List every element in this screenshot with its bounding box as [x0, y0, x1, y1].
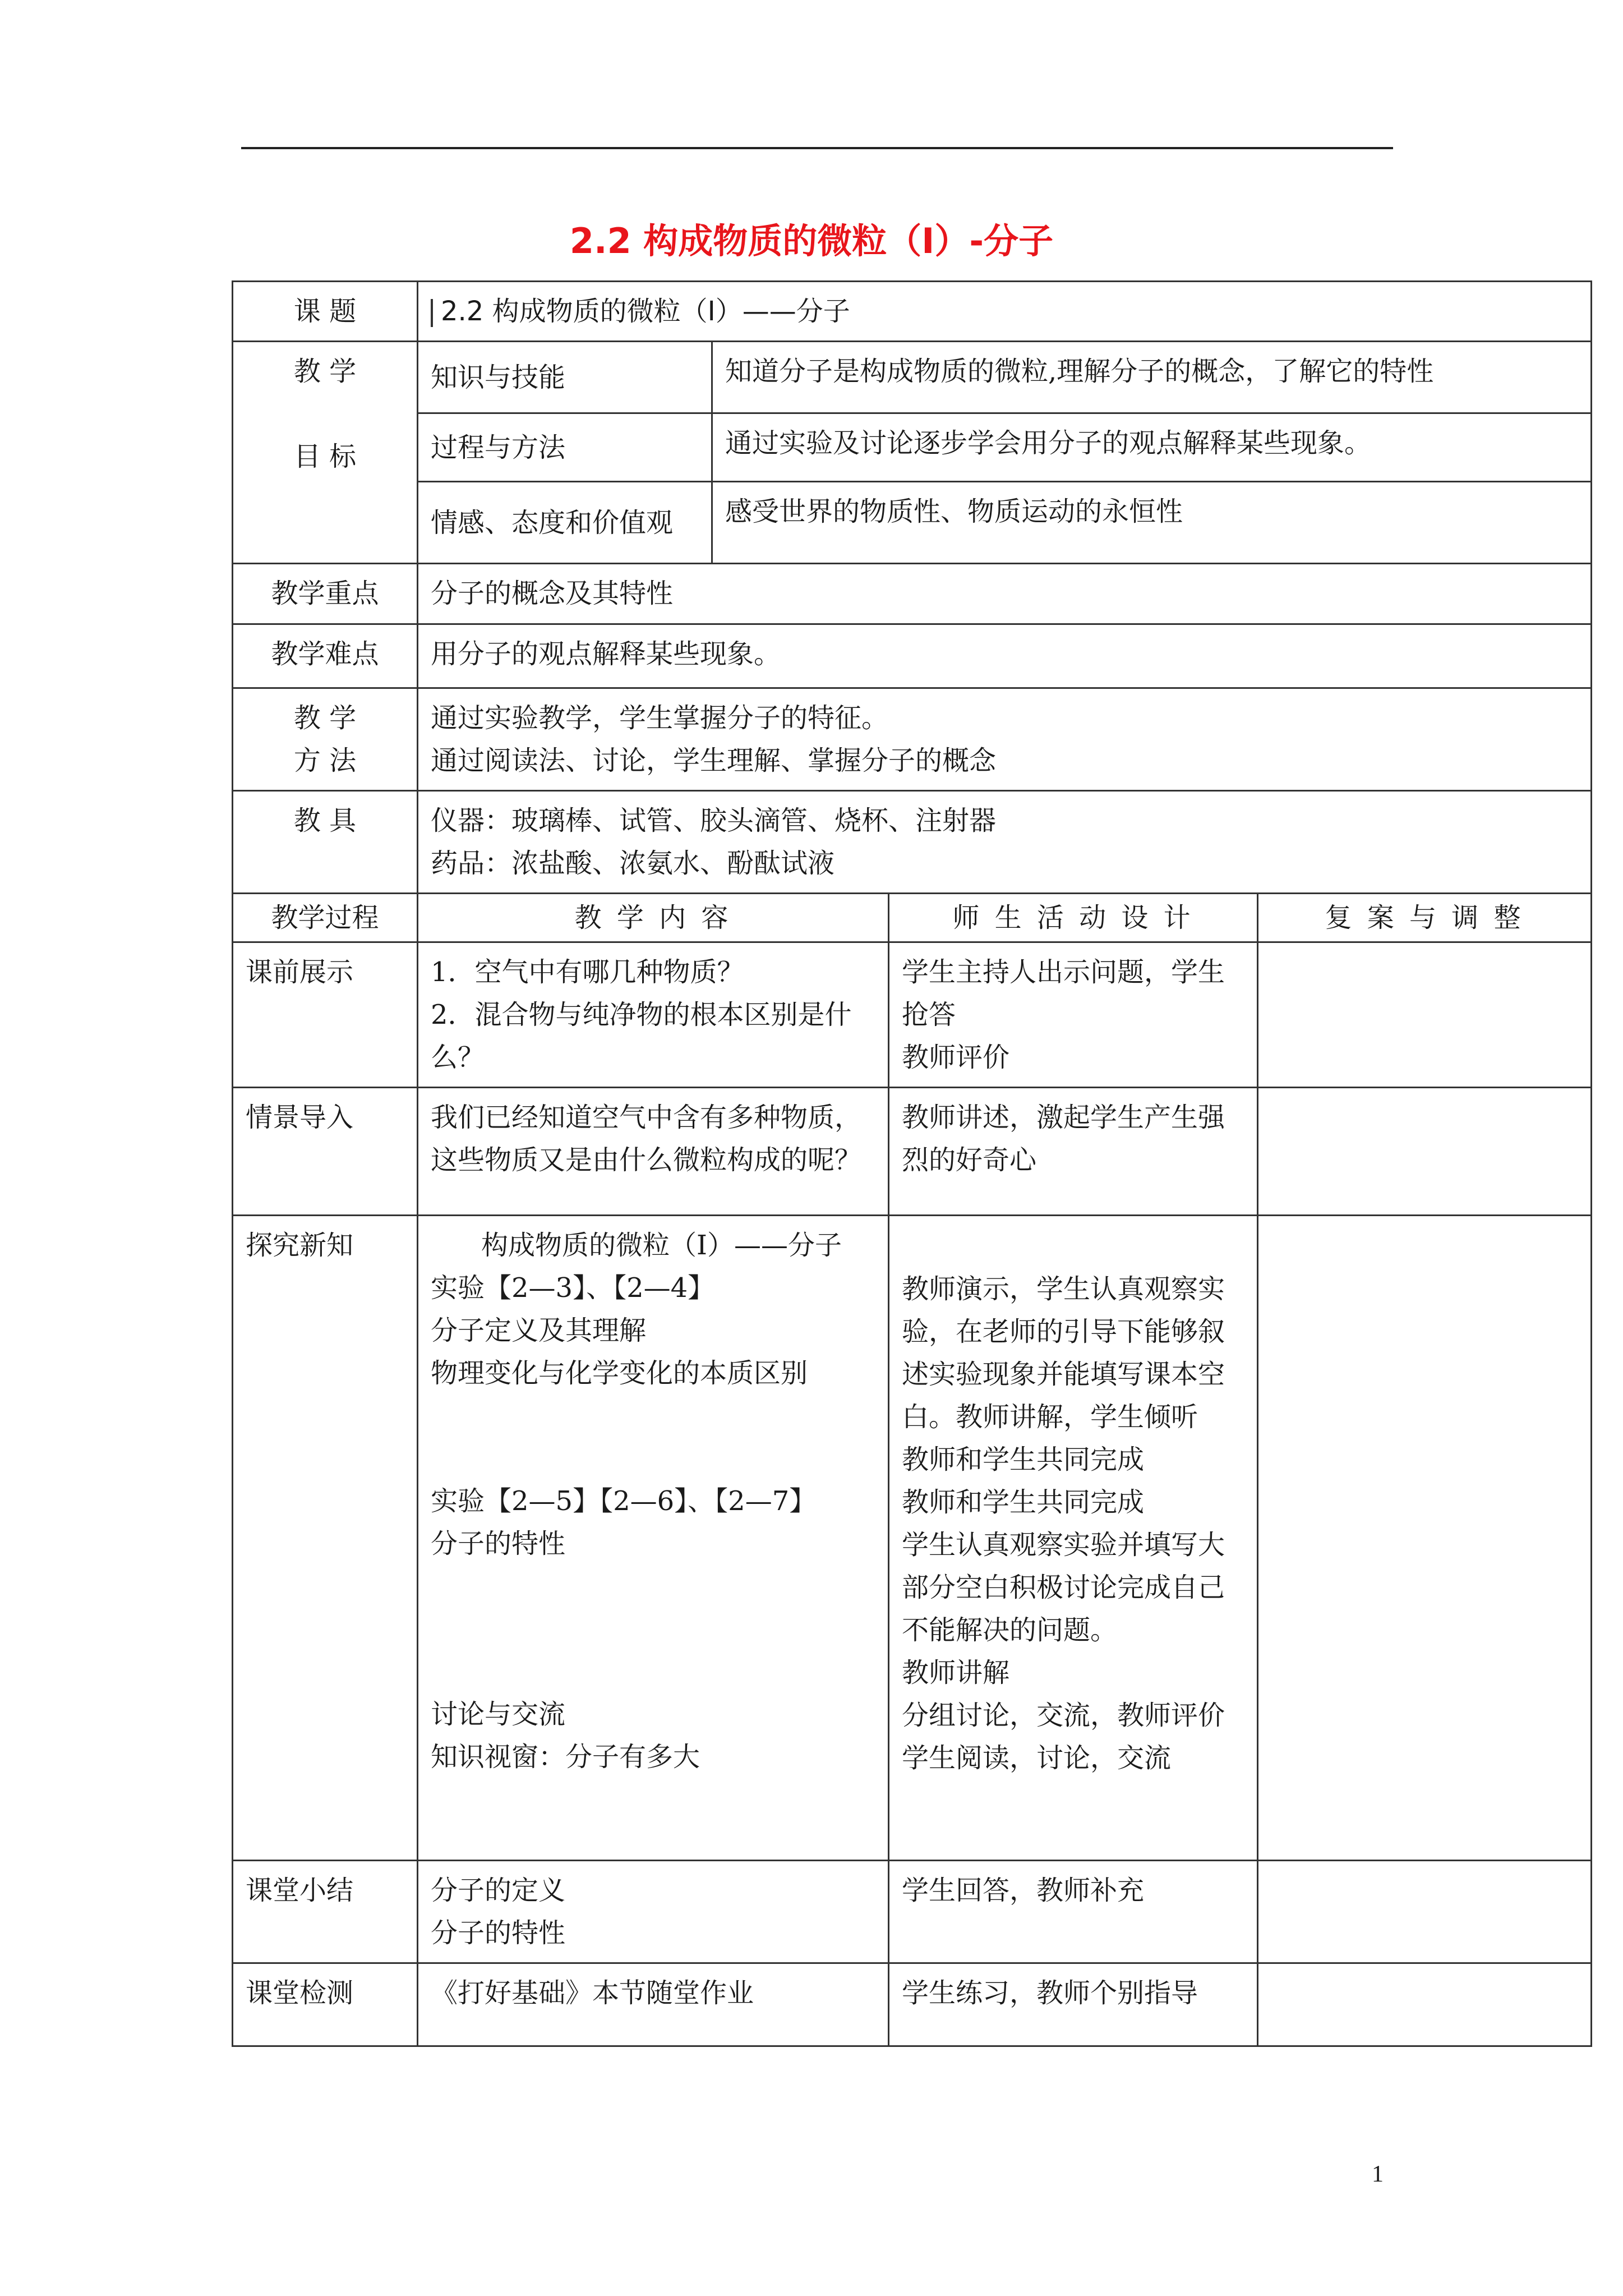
content-line: 知识视窗：分子有多大	[431, 1741, 700, 1773]
content-cell	[418, 1088, 889, 1216]
header-review: 复 案 与 调 整	[1258, 894, 1592, 942]
method-row	[233, 688, 1592, 791]
activity-line: 学生阅读，讨论，交流	[902, 1742, 1172, 1774]
content-cell	[418, 1963, 889, 2046]
lesson-plan-table	[232, 280, 1592, 2047]
page-number: 1	[1372, 2161, 1384, 2187]
content-cell	[418, 1216, 889, 1861]
header-content: 教 学 内 容	[418, 894, 889, 942]
goals-label-line-1: 教 学	[293, 356, 357, 387]
activity-line: 学生回答，教师补充	[902, 1875, 1145, 1906]
process-row	[233, 1963, 1592, 2046]
content-line: 讨论与交流	[431, 1699, 566, 1730]
process-row	[233, 1088, 1592, 1216]
content-line: 构成物质的微粒（Ⅰ）——分子	[481, 1230, 842, 1261]
difficulty-row	[233, 624, 1592, 688]
content-line: 分子的定义	[431, 1875, 566, 1906]
content-cell	[418, 1861, 889, 1963]
header-rule	[241, 147, 1393, 149]
content-line: 分子的特性	[431, 1528, 566, 1559]
key-point-row	[233, 564, 1592, 624]
goals-label-cell	[233, 342, 418, 564]
content-cell	[418, 942, 889, 1088]
tools-label: 教 具	[233, 791, 418, 894]
content-line: 《打好基础》本节随堂作业	[431, 1977, 754, 2009]
activity-line: 教师讲述，激起学生产生强烈的好奇心	[902, 1102, 1225, 1176]
activity-line: 学生练习，教师个别指导	[902, 1977, 1198, 2009]
key-point-label: 教学重点	[233, 564, 418, 624]
content-line: 实验【2—3】、【2—4】	[431, 1272, 715, 1304]
method-label-line-1: 教 学	[293, 702, 357, 734]
activity-line: 教师和学生共同完成	[902, 1444, 1145, 1475]
method-value-cell	[418, 688, 1592, 791]
activity-cell	[889, 1088, 1258, 1216]
goal-name: 过程与方法	[418, 413, 712, 482]
content-line: 分子的特性	[431, 1917, 566, 1949]
stage-label: 情景导入	[233, 1088, 418, 1216]
activity-line: 教师和学生共同完成	[902, 1487, 1145, 1518]
goal-name: 情感、态度和价值观	[418, 482, 712, 564]
page-title: 2.2 构成物质的微粒（Ⅰ）-分子	[569, 220, 1054, 261]
difficulty-label: 教学难点	[233, 624, 418, 688]
header-process: 教学过程	[233, 894, 418, 942]
stage-label: 课堂检测	[233, 1963, 418, 2046]
topic-value-cell	[418, 282, 1592, 342]
method-line: 通过实验教学，学生掌握分子的特征。	[431, 702, 889, 734]
difficulty-value: 用分子的观点解释某些现象。	[418, 624, 1592, 688]
goal-row-3	[233, 482, 1592, 564]
activity-line: 分组讨论，交流，教师评价	[902, 1700, 1225, 1731]
stage-label: 课堂小结	[233, 1861, 418, 1963]
content-line: 2．混合物与纯净物的根本区别是什么？	[431, 999, 852, 1073]
topic-row	[233, 282, 1592, 342]
stage-label: 课前展示	[233, 942, 418, 1088]
activity-cell	[889, 1861, 1258, 1963]
activity-line: 学生主持人出示问题，学生抢答	[902, 956, 1225, 1030]
method-label-line-2: 方 法	[293, 745, 357, 776]
review-cell	[1258, 1216, 1592, 1861]
goal-desc: 知道分子是构成物质的微粒,理解分子的概念，了解它的特性	[712, 342, 1592, 413]
activity-line: 学生认真观察实验并填写大部分空白积极讨论完成自己不能解决的问题。	[902, 1529, 1225, 1646]
activity-line: 教师演示，学生认真观察实验，在老师的引导下能够叙述实验现象并能填写课本空白。教师讲解，学生倾听	[902, 1273, 1225, 1433]
review-cell	[1258, 1088, 1592, 1216]
goal-row-2	[233, 413, 1592, 482]
activity-line: 教师讲解	[902, 1657, 1010, 1688]
goals-label-line-2: 目 标	[293, 441, 357, 472]
content-line: 实验【2—5】【2—6】、【2—7】	[431, 1485, 817, 1517]
content-line: 分子定义及其理解	[431, 1315, 647, 1346]
activity-cell	[889, 1963, 1258, 2046]
review-cell	[1258, 1963, 1592, 2046]
process-row	[233, 1861, 1592, 1963]
key-point-value: 分子的概念及其特性	[418, 564, 1592, 624]
cursor-bar	[431, 299, 433, 327]
content-line: 物理变化与化学变化的本质区别	[431, 1358, 808, 1389]
goal-desc: 通过实验及讨论逐步学会用分子的观点解释某些现象。	[712, 413, 1592, 482]
tools-value-cell	[418, 791, 1592, 894]
content-line: 1．空气中有哪几种物质？	[431, 956, 744, 988]
activity-cell	[889, 1216, 1258, 1861]
topic-label: 课 题	[233, 282, 418, 342]
process-row	[233, 1216, 1592, 1861]
tools-line: 药品：浓盐酸、浓氨水、酚酞试液	[431, 848, 835, 879]
topic-value: 2.2 构成物质的微粒（Ⅰ）——分子	[441, 296, 850, 327]
stage-label: 探究新知	[233, 1216, 418, 1861]
process-header-row	[233, 894, 1592, 942]
review-cell	[1258, 1861, 1592, 1963]
content-line: 我们已经知道空气中含有多种物质，这些物质又是由什么微粒构成的呢？	[431, 1102, 862, 1176]
tools-line: 仪器：玻璃棒、试管、胶头滴管、烧杯、注射器	[431, 805, 997, 836]
tools-row	[233, 791, 1592, 894]
goal-row-1	[233, 342, 1592, 413]
goal-name: 知识与技能	[418, 342, 712, 413]
header-activity: 师 生 活 动 设 计	[889, 894, 1258, 942]
method-label-cell	[233, 688, 418, 791]
process-row	[233, 942, 1592, 1088]
goal-desc: 感受世界的物质性、物质运动的永恒性	[712, 482, 1592, 564]
activity-line: 教师评价	[902, 1042, 1010, 1073]
method-line: 通过阅读法、讨论，学生理解、掌握分子的概念	[431, 745, 997, 776]
review-cell	[1258, 942, 1592, 1088]
activity-cell	[889, 942, 1258, 1088]
